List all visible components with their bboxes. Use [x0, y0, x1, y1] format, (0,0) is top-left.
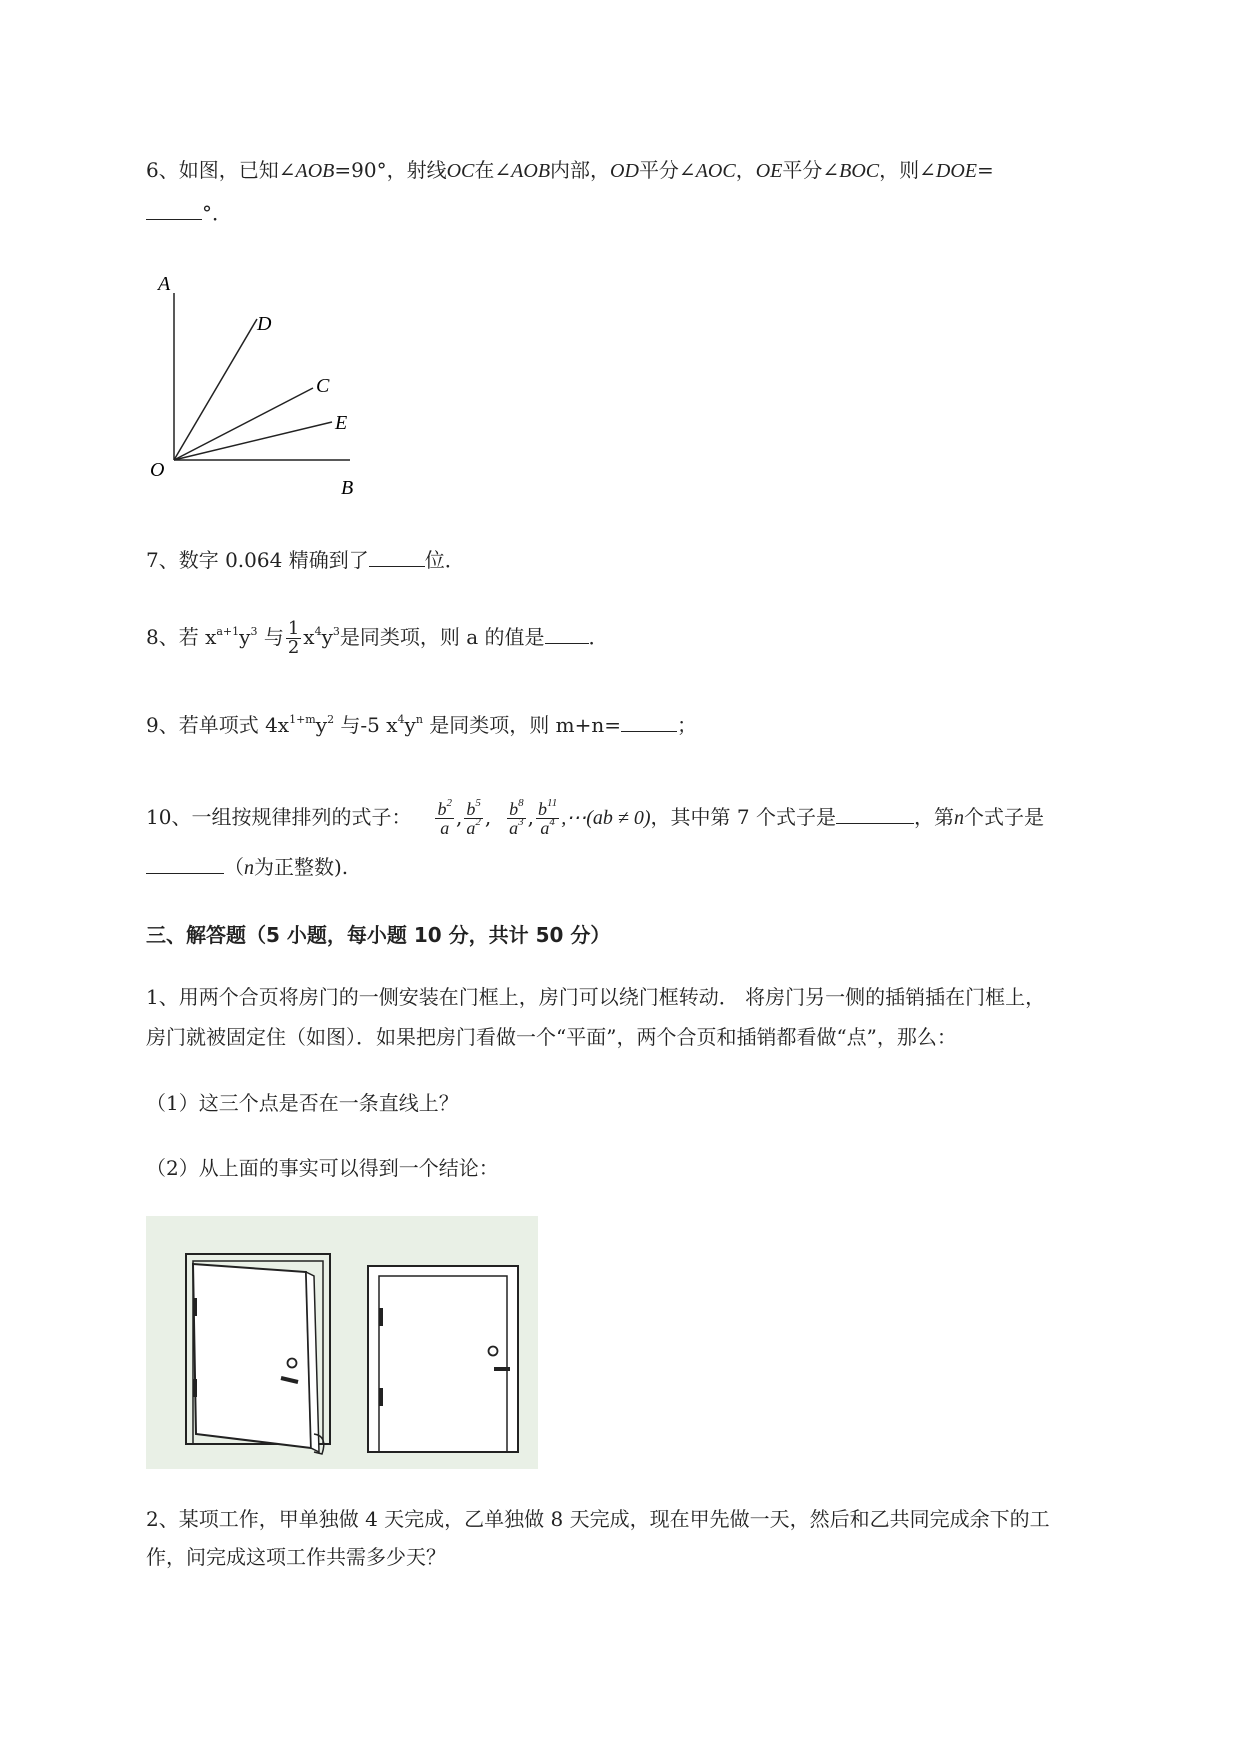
fraction-var: b — [509, 799, 519, 819]
fraction-exp: 2 — [475, 816, 481, 828]
q8-exponent: a+1 — [216, 625, 240, 638]
q9-text: 是同类项，则 m+n= — [422, 713, 622, 737]
angle-diagram — [140, 268, 370, 498]
section-3-heading: 三、解答题（5 小题，每小题 10 分，共计 50 分） — [146, 923, 611, 947]
q6-text: 内部， — [550, 158, 611, 182]
q8-text: x — [303, 625, 315, 649]
q8-exponent: 3 — [332, 625, 340, 638]
fraction-var: b — [538, 799, 548, 819]
q9-exponent: n — [415, 713, 423, 726]
q8-text: 是同类项，则 a 的值是 — [339, 625, 545, 649]
q9-text: 与-5 x — [334, 713, 398, 737]
problem-1-sub2: （2）从上面的事实可以得到一个结论： — [146, 1156, 499, 1180]
q10-text: 个式子是 — [963, 805, 1044, 829]
ray-oe — [174, 422, 332, 460]
label-b: B — [341, 477, 354, 498]
q6-angle-aoc: AOC — [695, 160, 736, 182]
q9-exponent: 4 — [397, 713, 405, 726]
q9-exponent: 2 — [327, 713, 335, 726]
fraction-denominator: 2 — [287, 637, 300, 658]
question-10-line2 — [146, 852, 348, 883]
fraction-numerator — [435, 797, 454, 819]
hinge-icon — [379, 1308, 383, 1326]
q9-exponent: 1+m — [289, 713, 316, 726]
q8-exponent: 4 — [314, 625, 322, 638]
problem-2-line2: 作，问完成这项工作共需多少天？ — [146, 1545, 446, 1569]
q6-angle-boc: BOC — [839, 160, 880, 182]
q10-fraction-2 — [464, 797, 483, 838]
q6-ray-oe: OE — [755, 160, 783, 182]
q7-answer-blank[interactable] — [369, 548, 425, 567]
q10-text: 为正整数). — [254, 855, 349, 879]
fraction-exp: 8 — [518, 797, 524, 809]
fraction-numerator: 1 — [287, 618, 300, 639]
fraction-numerator — [536, 797, 559, 819]
fraction-exp: 3 — [518, 816, 524, 828]
q9-answer-blank[interactable] — [621, 713, 677, 732]
label-e: E — [335, 412, 348, 434]
q7-text: 位． — [424, 548, 465, 572]
problem-1-sub1: （1）这三个点是否在一条直线上？ — [146, 1091, 459, 1115]
question-8 — [146, 620, 609, 657]
question-6-line2 — [146, 198, 232, 228]
q6-ray-oc: OC — [446, 160, 475, 182]
fraction-exp: 11 — [547, 797, 558, 809]
fraction-exp: 4 — [549, 816, 555, 828]
problem-1-line1: 1、用两个合页将房门的一侧安装在门框上，房门可以绕门框转动． 将房门另一侧的插销插在门框上， — [146, 985, 1046, 1009]
question-9 — [146, 710, 697, 740]
q10-answer-blank-7th[interactable] — [836, 805, 914, 824]
q8-text: y — [239, 625, 251, 649]
q10-var-n: n — [953, 807, 964, 829]
q10-fraction-1 — [435, 797, 454, 838]
q10-var-n: n — [244, 857, 254, 879]
question-10-line1: 10、一组按规律排列的式子： $\frac{b^2}{a}$ , $\frac{b^5}{a^2}$ , $\frac{b^8}{a^3}$ , $\frac{b^{11}}{a^4}$ ,⋯(ab ≠ 0)，其中第 7 个式子是 ，第n个式子是 — [146, 797, 1044, 838]
fraction-denominator: a — [440, 818, 450, 838]
q6-answer-blank[interactable] — [146, 201, 202, 220]
fraction-var: b — [437, 799, 447, 819]
problem-1-line2: 房门就被固定住（如图）．如果把房门看做一个“平面”，两个合页和插销都看做“点”，那么： — [146, 1025, 957, 1049]
q9-text: y — [404, 713, 416, 737]
q8-exponent: 3 — [250, 625, 258, 638]
hinge-icon — [193, 1379, 197, 1397]
door-diagram — [146, 1216, 538, 1469]
fraction-var: a — [509, 818, 519, 838]
q8-text: 与 — [257, 625, 284, 649]
q10-fraction-4 — [536, 797, 559, 838]
fraction-var: a — [466, 818, 476, 838]
q8-text: ． — [588, 625, 609, 649]
label-o: O — [150, 459, 165, 481]
q10-text: ，第 — [913, 805, 954, 829]
q10-sequence-tail: ,⋯(ab ≠ 0) — [561, 807, 651, 829]
q6-text: =90°，射线 — [334, 158, 447, 182]
fraction-denominator — [507, 816, 526, 838]
fraction-denominator — [536, 816, 559, 838]
q6-angle-doe: DOE — [935, 160, 978, 182]
q6-text: 6、如图，已知∠ — [146, 158, 296, 182]
q6-text: °． — [202, 201, 232, 225]
label-c: C — [316, 375, 330, 397]
fraction-var: b — [466, 799, 476, 819]
question-6-line1 — [146, 155, 994, 186]
hinge-icon — [379, 1388, 383, 1406]
q8-text: y — [321, 625, 333, 649]
q6-angle-aob: AOB — [511, 160, 551, 182]
q8-answer-blank[interactable] — [545, 625, 589, 644]
fraction-var: a — [540, 818, 550, 838]
q10-text: （ — [224, 855, 244, 879]
q9-text: y — [315, 713, 328, 737]
q10-answer-blank-nth[interactable] — [146, 855, 224, 874]
label-d: D — [257, 313, 272, 335]
q10-fraction-3 — [507, 797, 526, 838]
label-a: A — [158, 273, 171, 295]
q9-text: ； — [677, 713, 698, 737]
q6-text: ，则∠ — [879, 158, 936, 182]
hinge-icon — [193, 1298, 197, 1316]
q10-text: ，其中第 7 个式子是 — [650, 805, 836, 829]
fraction-exp: 2 — [446, 797, 452, 809]
q6-ray-od: OD — [610, 160, 639, 182]
q10-text: 10、一组按规律排列的式子： — [146, 805, 412, 829]
q6-text: 平分∠ — [782, 158, 840, 182]
q6-text: = — [977, 158, 994, 182]
q6-text: 在∠ — [474, 158, 512, 182]
door-frame-right — [368, 1266, 518, 1452]
open-door — [193, 1264, 311, 1448]
q8-text: 8、若 x — [146, 625, 217, 649]
fraction-denominator — [464, 816, 483, 838]
fraction-exp: 5 — [475, 797, 481, 809]
q8-fraction — [286, 620, 301, 657]
q6-text: 平分∠ — [638, 158, 696, 182]
q6-text: ， — [735, 158, 756, 182]
q6-angle-aob: AOB — [295, 160, 335, 182]
q7-text: 7、数字 0.064 精确到了 — [146, 548, 369, 572]
problem-2-line1: 2、某项工作，甲单独做 4 天完成，乙单独做 8 天完成，现在甲先做一天，然后和乙共同完成余下的工 — [146, 1507, 1050, 1531]
question-7 — [146, 545, 465, 575]
q9-text: 9、若单项式 4x — [146, 713, 290, 737]
